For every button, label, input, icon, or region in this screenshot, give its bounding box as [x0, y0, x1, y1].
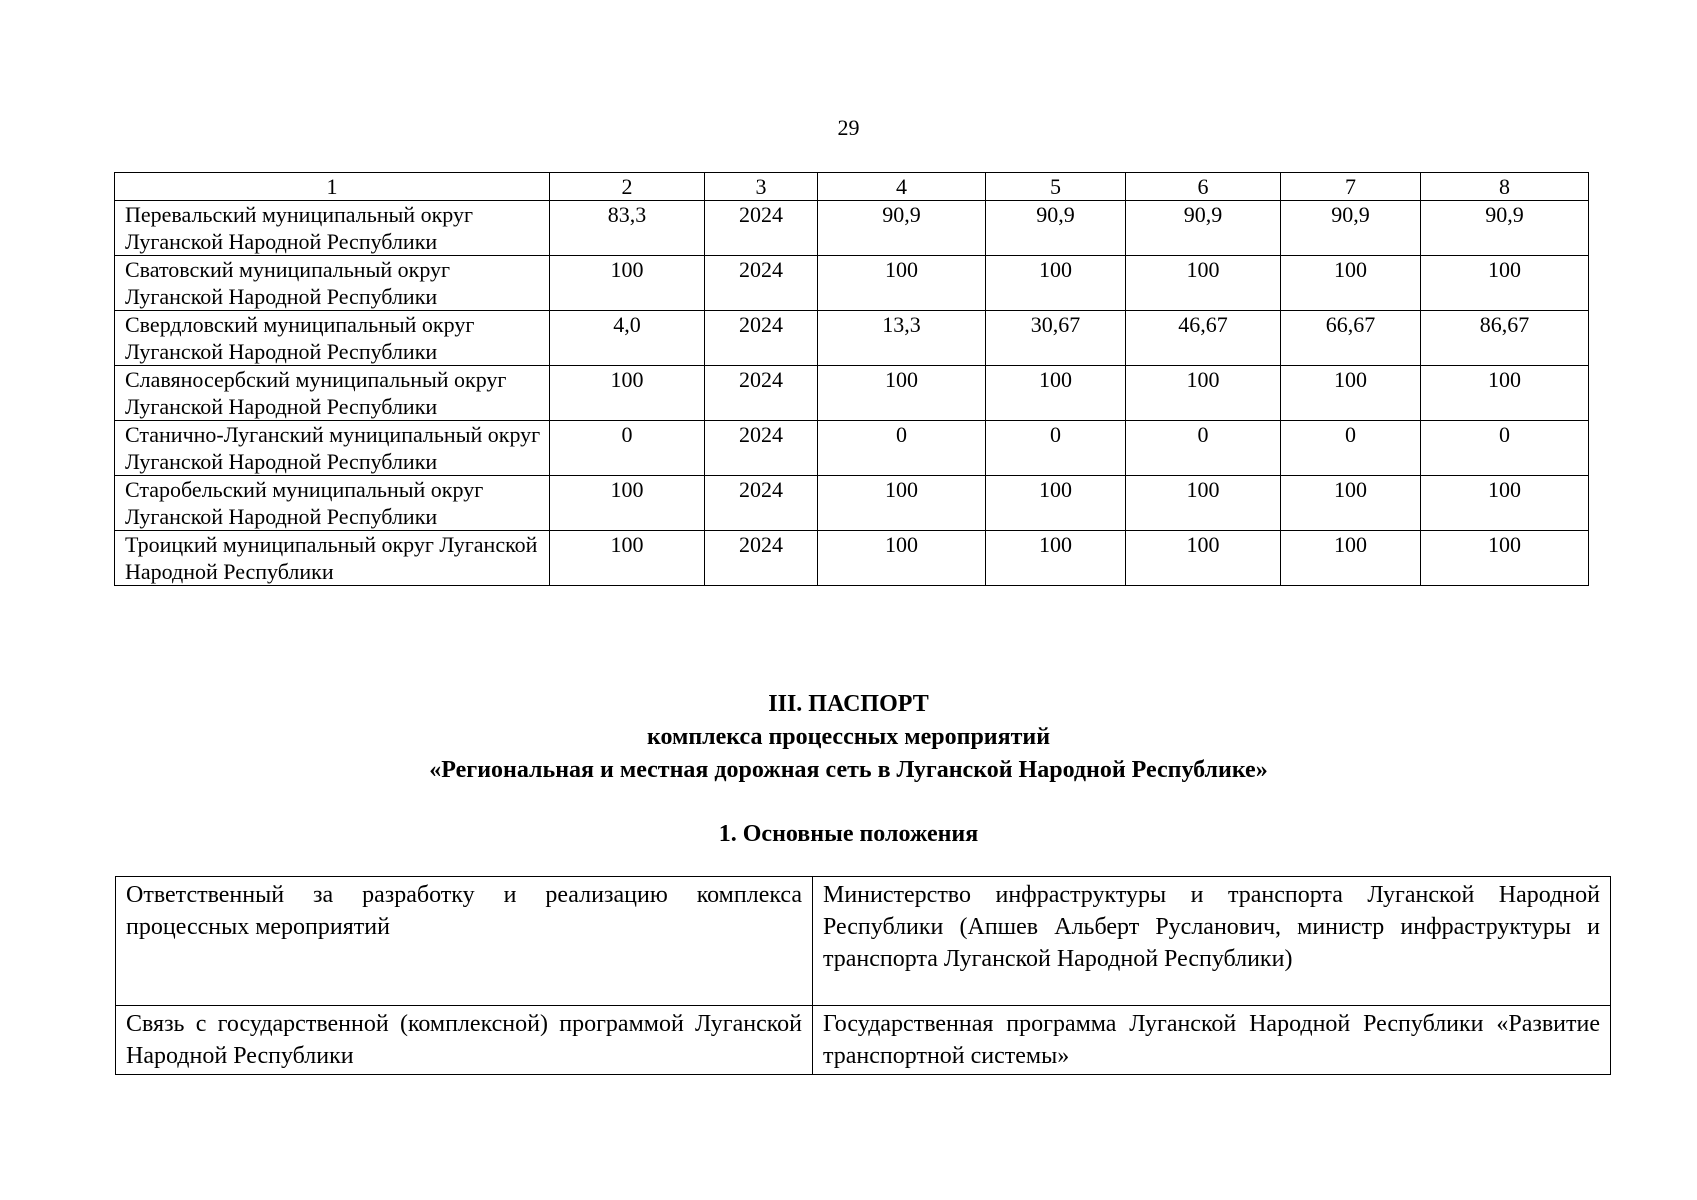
table-cell: 100 [1126, 256, 1281, 311]
table-cell: 100 [986, 256, 1126, 311]
section-title: III. ПАСПОРТ [768, 691, 929, 717]
table-cell: 100 [1126, 476, 1281, 531]
table-cell: 46,67 [1126, 311, 1281, 366]
table-row [115, 421, 1589, 476]
column-number: 5 [986, 173, 1126, 201]
section-program-name: «Региональная и местная дорожная сеть в Луганской Народной Республике» [429, 757, 1268, 783]
table-cell: 2024 [705, 311, 818, 366]
table-cell: 100 [818, 476, 986, 531]
subsection-title: 1. Основные положения [718, 821, 979, 847]
district-name: Славяносербский муниципальный округ Луганской Народной Республики [115, 366, 550, 421]
table-cell: 0 [1281, 421, 1421, 476]
column-number: 2 [550, 173, 705, 201]
table-row [115, 531, 1589, 586]
page-number: 29 [837, 115, 860, 140]
table-cell: 100 [1281, 531, 1421, 586]
table-cell: 0 [818, 421, 986, 476]
table-cell: 100 [1421, 256, 1589, 311]
section-subtitle: комплекса процессных мероприятий [646, 724, 1051, 750]
table-cell: 83,3 [550, 201, 705, 256]
table-row [115, 366, 1589, 421]
table-cell: 13,3 [818, 311, 986, 366]
table-row [116, 1006, 1611, 1075]
district-name: Старобельский муниципальный округ Луганской Народной Республики [115, 476, 550, 531]
column-number: 4 [818, 173, 986, 201]
table-cell: 2024 [705, 531, 818, 586]
table-cell: 2024 [705, 476, 818, 531]
column-number: 7 [1281, 173, 1421, 201]
table-cell: 100 [1126, 366, 1281, 421]
district-name: Станично-Луганский муниципальный округ Луганской Народной Республики [115, 421, 550, 476]
table-cell: 100 [1421, 476, 1589, 531]
indicator-table [114, 172, 1589, 586]
table-cell: 100 [818, 366, 986, 421]
table-row [116, 877, 1611, 1006]
table-cell: 0 [550, 421, 705, 476]
info-value: Государственная программа Луганской Народной Республики «Развитие транспортной системы» [813, 1006, 1611, 1075]
table-cell: 90,9 [818, 201, 986, 256]
table-cell: 100 [1281, 476, 1421, 531]
table-row [115, 311, 1589, 366]
table-cell: 2024 [705, 201, 818, 256]
info-label: Связь с государственной (комплексной) программой Луганской Народной Республики [116, 1006, 813, 1075]
table-cell: 0 [1421, 421, 1589, 476]
table-cell: 100 [1126, 531, 1281, 586]
table-cell: 2024 [705, 366, 818, 421]
column-number: 3 [705, 173, 818, 201]
table-cell: 100 [1421, 531, 1589, 586]
table-cell: 100 [550, 476, 705, 531]
column-number: 1 [115, 173, 550, 201]
table-cell: 100 [986, 531, 1126, 586]
basic-provisions-table [115, 876, 1611, 1075]
table-cell: 0 [1126, 421, 1281, 476]
district-name: Троицкий муниципальный округ Луганской Народной Республики [115, 531, 550, 586]
table-cell: 100 [550, 256, 705, 311]
table-cell: 2024 [705, 256, 818, 311]
table-cell: 100 [550, 531, 705, 586]
table-row [115, 256, 1589, 311]
district-name: Свердловский муниципальный округ Луганской Народной Республики [115, 311, 550, 366]
table-cell: 100 [986, 476, 1126, 531]
info-value: Министерство инфраструктуры и транспорта Луганской Народной Республики (Апшев Альберт Русланович, министр инфраструктуры и транспорта Луганской Народной Республики) [813, 877, 1611, 1006]
table-cell: 100 [1281, 366, 1421, 421]
table-cell: 100 [550, 366, 705, 421]
column-number: 6 [1126, 173, 1281, 201]
table-cell: 100 [818, 531, 986, 586]
table-cell: 90,9 [1281, 201, 1421, 256]
table-cell: 100 [986, 366, 1126, 421]
table-row [115, 476, 1589, 531]
table-cell: 0 [986, 421, 1126, 476]
table-cell: 4,0 [550, 311, 705, 366]
table-cell: 66,67 [1281, 311, 1421, 366]
table-cell: 2024 [705, 421, 818, 476]
district-name: Перевальский муниципальный округ Луганской Народной Республики [115, 201, 550, 256]
info-label: Ответственный за разработку и реализацию комплекса процессных мероприятий [116, 877, 813, 1006]
table-cell: 90,9 [1421, 201, 1589, 256]
table-header-row [115, 173, 1589, 201]
column-number: 8 [1421, 173, 1589, 201]
table-row [115, 201, 1589, 256]
table-cell: 100 [1281, 256, 1421, 311]
table-cell: 90,9 [1126, 201, 1281, 256]
table-cell: 86,67 [1421, 311, 1589, 366]
table-cell: 30,67 [986, 311, 1126, 366]
table-cell: 90,9 [986, 201, 1126, 256]
district-name: Сватовский муниципальный округ Луганской Народной Республики [115, 256, 550, 311]
table-cell: 100 [1421, 366, 1589, 421]
section-heading [0, 688, 1697, 787]
table-cell: 100 [818, 256, 986, 311]
